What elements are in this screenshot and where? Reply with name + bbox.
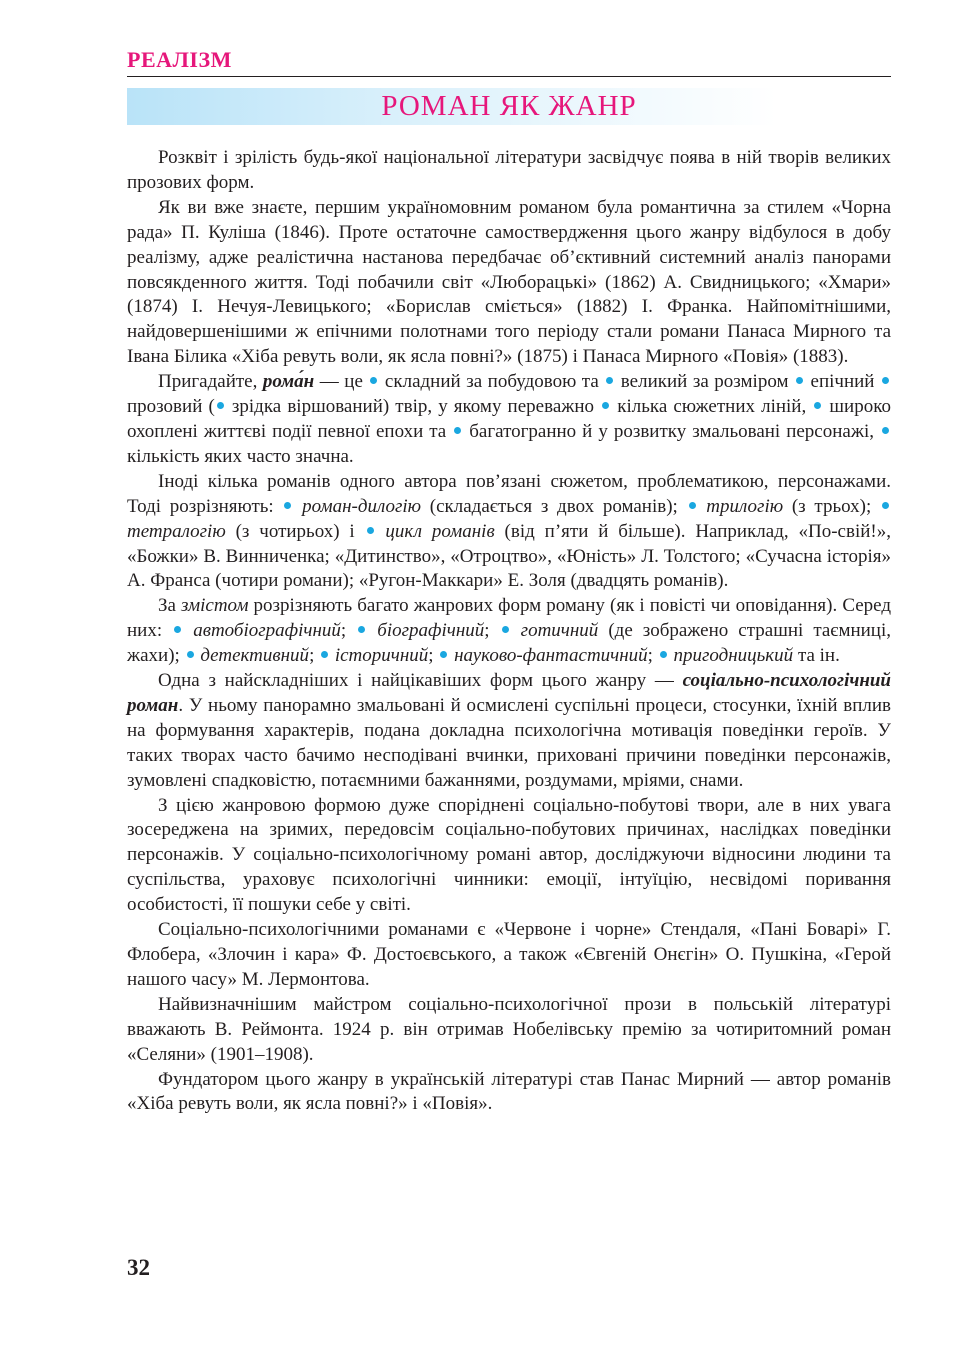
text: . У ньому панорамно змальовані й осмислені суспільні процеси, стосунки, їхній вплив на формування характерів, подана докладна психологічна мотивація поведінки героїв. У таких творах часто бачимо несподівані вчинки, приховані причини поведінки персонажів, зумовлені спадковістю, потаємними бажаннями, роздумами, мріями, снами. bbox=[127, 694, 891, 791]
bullet-icon bbox=[358, 626, 365, 633]
term: науково-фантастичний bbox=[449, 645, 648, 667]
term: трилогію bbox=[697, 495, 784, 517]
term: готичний bbox=[510, 620, 599, 642]
bullet-icon bbox=[454, 427, 461, 434]
paragraph-1: Розквіт і зрілість будь-якої національної літератури засвідчує поява в ній творів великих прозових форм. bbox=[127, 147, 891, 193]
bullet-icon bbox=[882, 427, 889, 434]
bullet-icon bbox=[174, 626, 181, 633]
bullet-icon bbox=[882, 377, 889, 384]
text: багатогранно й у розвитку змальовані персонажі, bbox=[463, 420, 880, 442]
paragraph-8: Соціально-психологічними романами є «Червоне і чорне» Стендаля, «Пані Боварі» Г. Флобера, «Злочин і кара» Ф. Достоєвського, а також «Євгеній Онєгін» О. Пушкіна, «Герой нашого часу» М. Лермонтова. bbox=[127, 919, 891, 990]
term-social-psychological-novel: соціально-психологічний роман bbox=[127, 670, 891, 716]
bullet-icon bbox=[367, 527, 374, 534]
text: кілька сюжетних ліній, bbox=[611, 396, 813, 418]
text: Іноді кілька романів одного автора пов’язані сюжетом, проблематикою, персонажами. Тоді розрізняють: bbox=[127, 470, 891, 517]
paragraph-6-social-psych bbox=[127, 669, 891, 794]
text: складний за побудовою та bbox=[379, 371, 605, 393]
paragraph-2: Як ви вже знаєте, першим україномовним романом була романтична за стилем «Чорна рада» П. Куліша (1846). Проте остаточне самоствердження цього жанру відбулося в добу реалізму, адже реалістична настанова передбачає об’єктивний системний аналіз панорами повсякденного життя. Тоді побачили світ «Люборацькі» (1862) А. Свидницького; «Хмари» (1874) І. Нечуя-Левицького; «Борислав сміється» (1882) І. Франка. Найпомітнішими, найдовершенішими ж епічними полотнами того періоду стали романи Панаса Мирного та Івана Білика «Хіба ревуть воли, як ясла повні?» (1875) і Панаса Мирного «Повія» (1883). bbox=[127, 196, 891, 368]
bullet-icon bbox=[370, 377, 377, 384]
text: великий за розміром bbox=[615, 371, 795, 393]
bullet-icon bbox=[796, 377, 803, 384]
section-divider bbox=[127, 76, 891, 77]
page-number: 32 bbox=[127, 1255, 150, 1280]
text: Пригадайте, bbox=[158, 371, 263, 393]
term: історичний bbox=[330, 645, 429, 667]
text: епічний bbox=[805, 371, 880, 393]
text: кількість яких часто значна. bbox=[127, 445, 354, 467]
text: (з чотирьох) і bbox=[225, 520, 365, 542]
bullet-icon bbox=[689, 502, 696, 509]
bullet-icon bbox=[814, 402, 821, 409]
bullet-icon bbox=[217, 402, 224, 409]
text: розрізняють багато жанрових форм роману (як і повісті чи оповідання). Серед них: bbox=[127, 595, 892, 642]
term: тетралогію bbox=[127, 520, 226, 542]
text: та ін. bbox=[793, 645, 840, 667]
term: детективний bbox=[195, 645, 310, 667]
bullet-icon bbox=[660, 651, 667, 658]
bullet-icon bbox=[284, 502, 291, 509]
text: ; bbox=[309, 645, 320, 667]
paragraph-4-cycles bbox=[127, 470, 891, 595]
bullet-icon bbox=[321, 651, 328, 658]
text: Одна з найскладніших і найцікавіших форм цього жанру — bbox=[158, 670, 683, 692]
text: широко охоплені життєві події певної епохи та bbox=[127, 396, 891, 442]
text: — це bbox=[314, 371, 369, 393]
page-title: РОМАН ЯК ЖАНР bbox=[381, 90, 637, 122]
text: ; bbox=[428, 645, 439, 667]
term: роман-дилогію bbox=[293, 495, 422, 517]
text: ; bbox=[340, 620, 357, 642]
text: ; bbox=[484, 620, 500, 642]
text: (з трьох); bbox=[783, 495, 880, 517]
paragraph-5-genres bbox=[127, 594, 891, 669]
bullet-icon bbox=[502, 626, 509, 633]
bullet-icon bbox=[882, 502, 889, 509]
term: пригодницький bbox=[668, 645, 794, 667]
text: (де зображено страшні таємниці, жахи); bbox=[127, 620, 892, 667]
term: змістом bbox=[181, 595, 249, 617]
paragraph-9: Найвизначнішим майстром соціально-психологічної прози в польській літературі вважають В. Реймонта. 1924 р. він отримав Нобелівську премію за чотиритомний роман «Селяни» (1901–1908). bbox=[127, 993, 891, 1065]
term-roman: рома́н bbox=[262, 371, 315, 393]
bullet-icon bbox=[187, 651, 194, 658]
text: прозовий ( bbox=[127, 396, 215, 418]
text: ; bbox=[647, 645, 658, 667]
paragraph-3-definition bbox=[127, 370, 891, 470]
text: зрідка віршований) твір, у якому переважно bbox=[225, 396, 601, 418]
bullet-icon bbox=[440, 651, 447, 658]
bullet-icon bbox=[602, 402, 609, 409]
term: автобіографічний bbox=[183, 620, 341, 642]
term: цикл романів bbox=[375, 520, 495, 542]
text: (складається з двох романів); bbox=[421, 495, 687, 517]
article-body bbox=[127, 146, 891, 1117]
section-label: РЕАЛІЗМ bbox=[127, 47, 232, 72]
text: (від п’яти й більше). Наприклад, «По-свій!», «Божки» В. Винниченка; «Дитинство», «Отроцтво», «Юність» Л. Толстого; «Сучасна історія» А. Франса (чотири романи); «Ругон-Маккари» Е. Золя (двадцять романів). bbox=[127, 520, 891, 592]
paragraph-7: З цією жанровою формою дуже споріднені соціально-побутові твори, але в них увага зосереджена на зримих, передовсім соціально-побутових причинах, наслідках поведінки персонажів. У соціально-психологічному романі автор, досліджуючи відносини людини та суспільства, ураховує психологічні чинники: емоції, інтуїцію, несвідомі поривання особистості, її пошуки себе у світі. bbox=[127, 794, 891, 916]
term: біографічний bbox=[367, 620, 485, 642]
bullet-icon bbox=[606, 377, 613, 384]
paragraph-10: Фундатором цього жанру в українській літературі став Панас Мирний — автор романів «Хіба ревуть воли, як ясла повні?» і «Повія». bbox=[127, 1068, 891, 1115]
text: За bbox=[158, 595, 182, 617]
